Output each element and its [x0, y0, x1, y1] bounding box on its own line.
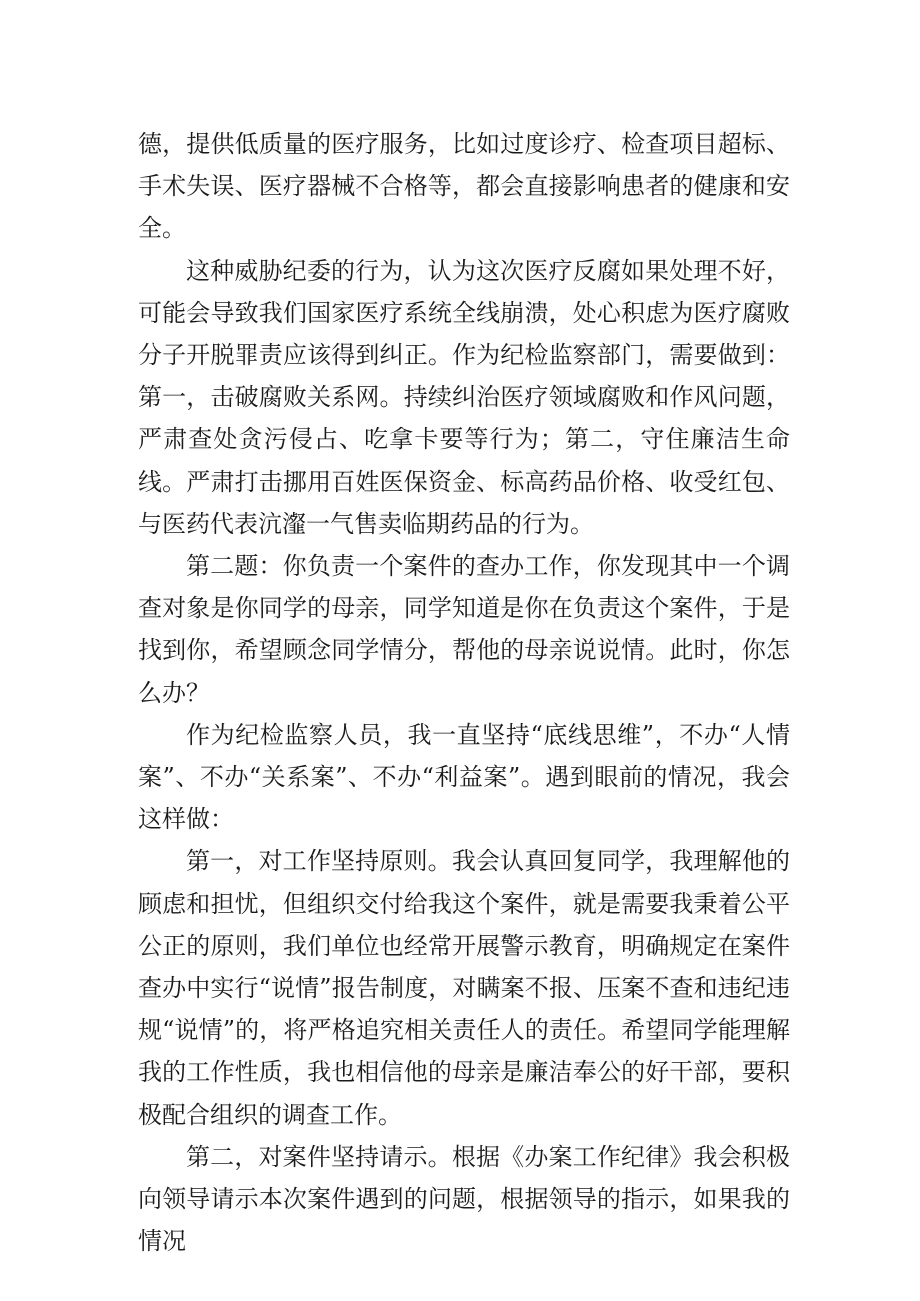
paragraph-anti-corruption-response: 这种威胁纪委的行为，认为这次医疗反腐如果处理不好，可能会导致我们国家医疗系统全线崩溃，处心积虑为医疗腐败分子开脱罪责应该得到纠正。作为纪检监察部门，需要做到：第一，击破腐败关系网。持续纠治医疗领域腐败和作风问题，严肃查处贪污侵占、吃拿卡要等行为；第二，守住廉洁生命线。严肃打击挪用百姓医保资金、标高药品价格、收受红包、与医药代表沆瀣一气售卖临期药品的行为。: [138, 256, 790, 538]
paragraph-continuation: 德，提供低质量的医疗服务，比如过度诊疗、检查项目超标、手术失误、医疗器械不合格等，都会直接影响患者的健康和安全。: [138, 130, 790, 243]
document-body: [138, 123, 790, 1262]
paragraph-request-instructions: 第二，对案件坚持请示。根据《办案工作纪律》我会积极向领导请示本次案件遇到的问题，根据领导的指示，如果我的情况: [138, 1142, 790, 1256]
paragraph-principle: 第一，对工作坚持原则。我会认真回复同学，我理解他的顾虑和担忧，但组织交付给我这个案件，就是需要我秉着公平公正的原则，我们单位也经常开展警示教育，明确规定在案件查办中实行“说情”报告制度，对瞒案不报、压案不查和违纪违规“说情”的，将严格追究相关责任人的责任。希望同学能理解我的工作性质，我也相信他的母亲是廉洁奉公的好干部，要积极配合组织的调查工作。: [138, 847, 790, 1129]
paragraph-question-two: 第二题：你负责一个案件的查办工作，你发现其中一个调查对象是你同学的母亲，同学知道是你在负责这个案件，于是找到你，希望顾念同学情分，帮他的母亲说说情。此时，你怎么办？: [138, 552, 790, 707]
paragraph-bottom-line-thinking: 作为纪检监察人员，我一直坚持“底线思维”，不办“人情案”、不办“关系案”、不办“利益案”。遇到眼前的情况，我会这样做：: [138, 720, 790, 834]
